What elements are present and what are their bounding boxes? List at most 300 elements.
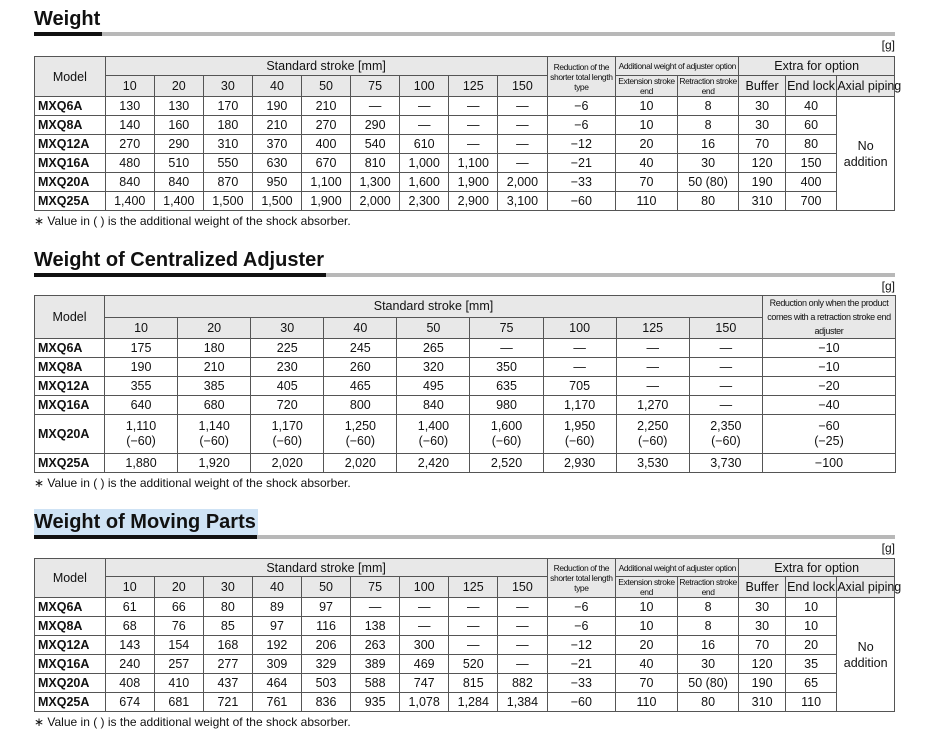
cell-line: 180 [203, 340, 225, 355]
weight-cell: — [400, 598, 449, 617]
cell-line: (−60) [418, 434, 449, 448]
reduction-cell: −12 [547, 636, 616, 655]
table-row [35, 377, 896, 396]
reduction-cell: −33 [547, 674, 616, 693]
col-adjuster-group: Additional weight of adjuster option [616, 559, 739, 577]
unit-label: [g] [881, 541, 895, 555]
central-section [34, 247, 895, 490]
model-cell: MXQ12A [35, 377, 105, 396]
table-row [35, 693, 895, 712]
col-stroke-40: 40 [252, 76, 301, 97]
col-stroke-40: 40 [324, 317, 397, 339]
weight-cell [178, 358, 251, 377]
weight-cell: 170 [203, 97, 252, 116]
weight-cell: 815 [449, 674, 498, 693]
lock-cell: 20 [785, 636, 837, 655]
cell-line: 2,420 [417, 455, 450, 470]
weight-cell: 1,400 [105, 192, 154, 211]
reduction-cell: −60 [547, 192, 616, 211]
weight-cell: 510 [154, 154, 203, 173]
cell-line: 2,930 [563, 455, 596, 470]
cell-line: 225 [276, 340, 298, 355]
col-end-lock: End lock [785, 76, 837, 97]
col-stroke-50: 50 [397, 317, 470, 339]
weight-cell: 540 [351, 135, 400, 154]
weight-cell: 329 [302, 655, 351, 674]
weight-cell [470, 415, 543, 454]
weight-cell [616, 454, 689, 473]
weight-cell: 290 [154, 135, 203, 154]
weight-cell [616, 377, 689, 396]
axial-piping-cell: No addition [837, 598, 895, 712]
weight-cell: 310 [203, 135, 252, 154]
weight-cell: 1,000 [400, 154, 449, 173]
weight-cell: 935 [351, 693, 400, 712]
table-row [35, 154, 895, 173]
weight-cell: — [449, 636, 498, 655]
weight-cell: 143 [105, 636, 154, 655]
weight-cell [543, 396, 616, 415]
weight-cell: 882 [498, 674, 547, 693]
col-stroke-150: 150 [498, 577, 547, 598]
cell-line: −100 [814, 455, 844, 470]
weight-cell: 1,100 [449, 154, 498, 173]
cell-line: 350 [496, 359, 517, 374]
cell-line: −20 [818, 378, 840, 393]
cell-line: (−60) [345, 434, 376, 448]
col-stroke-125: 125 [449, 76, 498, 97]
col-extra-group: Extra for option [739, 559, 895, 577]
weight-cell [616, 415, 689, 454]
col-stroke-75: 75 [351, 577, 400, 598]
weight-cell: 206 [302, 636, 351, 655]
reduction-cell: −6 [547, 116, 616, 135]
cell-line: 2,020 [344, 455, 376, 470]
title-rule-light [102, 32, 895, 36]
reduction-cell: −6 [547, 617, 616, 636]
weight-cell: — [400, 617, 449, 636]
lock-cell: 35 [785, 655, 837, 674]
weight-cell: 1,400 [154, 192, 203, 211]
reduction-cell [762, 396, 895, 415]
ret-cell: 8 [677, 617, 739, 636]
reduction-cell: −12 [547, 135, 616, 154]
reduction-cell [762, 377, 895, 396]
weight-cell: 130 [154, 97, 203, 116]
model-cell: MXQ16A [35, 396, 105, 415]
weight-cell [689, 396, 762, 415]
weight-cell [689, 454, 762, 473]
ret-cell: 80 [677, 693, 739, 712]
col-stroke-20: 20 [178, 317, 251, 339]
weight-cell [178, 415, 251, 454]
ret-cell: 16 [677, 636, 739, 655]
weight-cell: — [449, 135, 498, 154]
weight-cell: 168 [203, 636, 252, 655]
cell-line: 635 [496, 378, 517, 393]
title-rule-light [257, 535, 895, 539]
cell-line: (−60) [491, 434, 522, 448]
weight-cell: 263 [351, 636, 400, 655]
cell-line: — [573, 340, 586, 355]
weight-cell [397, 454, 470, 473]
cell-line: 3,730 [710, 455, 742, 470]
weight-cell: 950 [252, 173, 301, 192]
cell-line: (−60) [637, 434, 668, 448]
weight-cell: — [449, 116, 498, 135]
weight-cell: — [498, 135, 547, 154]
ret-cell: 50 (80) [677, 674, 739, 693]
buffer-cell: 70 [739, 135, 785, 154]
ret-cell: 8 [677, 598, 739, 617]
cell-line: (−60) [272, 434, 302, 448]
cell-line: — [719, 340, 733, 355]
cell-line: 1,600 [490, 419, 523, 433]
ext-cell: 110 [616, 192, 678, 211]
section-title-weight: Weight [34, 8, 101, 30]
model-cell: MXQ20A [35, 173, 106, 192]
weight-cell [105, 339, 178, 358]
weight-cell: — [449, 97, 498, 116]
weight-cell: 270 [302, 116, 351, 135]
cell-line: −10 [818, 359, 840, 374]
ret-cell: 30 [677, 655, 739, 674]
cell-line: — [573, 359, 586, 374]
model-cell: MXQ25A [35, 192, 106, 211]
table-row [35, 415, 896, 454]
section-title-moving: Weight of Moving Parts [34, 511, 256, 533]
weight-cell [543, 339, 616, 358]
weight-cell [397, 339, 470, 358]
weight-cell: 761 [252, 693, 301, 712]
cell-line: (−60) [126, 434, 156, 448]
cell-line: 2,250 [637, 419, 669, 433]
model-cell: MXQ20A [35, 674, 106, 693]
cell-line: 2,520 [490, 455, 523, 470]
cell-line: 840 [422, 397, 444, 412]
reduction-cell [762, 454, 895, 473]
reduction-cell: −6 [547, 598, 616, 617]
col-stroke-150: 150 [689, 317, 762, 339]
unit-label: [g] [881, 38, 895, 52]
ext-cell: 20 [616, 135, 678, 154]
ret-cell: 8 [677, 97, 739, 116]
weight-cell [105, 415, 178, 454]
footnote: ∗ Value in ( ) is the additional weight of the shock absorber. [34, 715, 351, 729]
weight-cell: — [498, 154, 547, 173]
weight-cell: 61 [105, 598, 154, 617]
reduction-cell [762, 358, 895, 377]
col-end-lock: End lock [785, 577, 837, 598]
col-stroke-20: 20 [154, 76, 203, 97]
weight-cell [324, 377, 397, 396]
col-buffer: Buffer [739, 577, 785, 598]
weight-cell [324, 454, 397, 473]
weight-cell: 277 [203, 655, 252, 674]
weight-cell: 116 [302, 617, 351, 636]
table-row [35, 339, 896, 358]
weight-cell: 670 [302, 154, 351, 173]
weight-cell: 810 [351, 154, 400, 173]
weight-cell: — [351, 598, 400, 617]
weight-cell: — [351, 97, 400, 116]
model-cell: MXQ16A [35, 655, 106, 674]
title-rule [34, 273, 326, 277]
col-axial-piping: Axial piping [837, 76, 895, 97]
cell-line: 2,350 [710, 419, 742, 433]
weight-cell: 840 [105, 173, 154, 192]
weight-cell [178, 377, 251, 396]
weight-cell [397, 396, 470, 415]
col-stroke-125: 125 [616, 317, 689, 339]
weight-cell: 1,078 [400, 693, 449, 712]
ret-cell: 30 [677, 154, 739, 173]
weight-cell [689, 377, 762, 396]
lock-cell: 10 [785, 617, 837, 636]
table-row [35, 636, 895, 655]
weight-cell [397, 377, 470, 396]
weight-cell: 154 [154, 636, 203, 655]
cell-line: 230 [276, 359, 298, 374]
weight-cell: 66 [154, 598, 203, 617]
weight-cell [470, 454, 543, 473]
weight-cell: 870 [203, 173, 252, 192]
weight-cell: 836 [302, 693, 351, 712]
weight-cell: 3,100 [498, 192, 547, 211]
weight-cell: — [498, 636, 547, 655]
weight-cell [470, 339, 543, 358]
col-stroke-50: 50 [302, 577, 351, 598]
reduction-cell: −33 [547, 173, 616, 192]
col-stroke-75: 75 [351, 76, 400, 97]
ext-cell: 110 [616, 693, 678, 712]
buffer-cell: 30 [739, 617, 785, 636]
weight-cell: 480 [105, 154, 154, 173]
cell-line: — [719, 378, 733, 393]
weight-cell [543, 377, 616, 396]
col-reduction: Reduction of the shorter total length type [547, 57, 616, 97]
cell-line: 210 [203, 359, 225, 374]
cell-line: 385 [203, 378, 225, 393]
weight-cell: 1,384 [498, 693, 547, 712]
weight-table [34, 56, 902, 211]
weight-cell [105, 377, 178, 396]
col-stroke-10: 10 [105, 317, 178, 339]
weight-cell: 400 [302, 135, 351, 154]
cell-line: 720 [276, 397, 298, 412]
cell-line: 680 [203, 397, 225, 412]
weight-cell: 1,900 [449, 173, 498, 192]
weight-cell: 1,284 [449, 693, 498, 712]
weight-cell [543, 415, 616, 454]
reduction-cell: −60 [547, 693, 616, 712]
lock-cell: 700 [785, 192, 837, 211]
weight-cell: 210 [252, 116, 301, 135]
col-buffer: Buffer [739, 76, 785, 97]
weight-cell: 370 [252, 135, 301, 154]
moving-title-bar [34, 509, 895, 539]
weight-cell [324, 396, 397, 415]
weight-cell: 257 [154, 655, 203, 674]
cell-line: 1,170 [563, 397, 596, 412]
weight-cell: 190 [252, 97, 301, 116]
weight-cell: 681 [154, 693, 203, 712]
ext-cell: 10 [616, 617, 678, 636]
cell-line: 175 [130, 340, 152, 355]
weight-cell: 747 [400, 674, 449, 693]
cell-line: 320 [422, 359, 444, 374]
lock-cell: 80 [785, 135, 837, 154]
cell-line: — [500, 340, 513, 355]
table-row [35, 655, 895, 674]
weight-cell: 2,000 [498, 173, 547, 192]
col-model: Model [35, 559, 106, 598]
lock-cell: 65 [785, 674, 837, 693]
model-cell: MXQ25A [35, 693, 106, 712]
col-stroke-125: 125 [449, 577, 498, 598]
table-row [35, 598, 895, 617]
weight-cell [397, 358, 470, 377]
table-row [35, 116, 895, 135]
table-row [35, 674, 895, 693]
weight-cell: 192 [252, 636, 301, 655]
weight-cell: 2,300 [400, 192, 449, 211]
model-cell: MXQ8A [35, 116, 106, 135]
lock-cell: 60 [785, 116, 837, 135]
weight-cell: 2,900 [449, 192, 498, 211]
cell-line: 355 [130, 378, 152, 393]
weight-cell: — [449, 598, 498, 617]
cell-line: −40 [818, 397, 840, 412]
title-rule [34, 535, 257, 539]
weight-cell [470, 358, 543, 377]
weight-cell [616, 358, 689, 377]
table-row [35, 454, 896, 473]
weight-cell [251, 339, 324, 358]
col-ret-end: Retraction stroke end [677, 577, 739, 598]
cell-line: — [646, 359, 659, 374]
weight-cell [616, 339, 689, 358]
ext-cell: 10 [616, 598, 678, 617]
buffer-cell: 310 [739, 192, 785, 211]
col-extra-group: Extra for option [739, 57, 895, 76]
cell-line: (−60) [564, 434, 595, 448]
lock-cell: 110 [785, 693, 837, 712]
weight-cell: 2,000 [351, 192, 400, 211]
weight-title-bar [34, 6, 895, 36]
cell-line: (−60) [711, 434, 741, 448]
table-row [35, 192, 895, 211]
weight-cell: 309 [252, 655, 301, 674]
cell-line: — [719, 397, 733, 412]
cell-line: 1,400 [417, 419, 450, 433]
cell-line: 3,530 [637, 455, 669, 470]
weight-cell: 1,500 [203, 192, 252, 211]
col-axial-piping: Axial piping [837, 577, 895, 598]
weight-cell [324, 339, 397, 358]
col-stroke-group: Standard stroke [mm] [105, 57, 547, 76]
weight-cell: 180 [203, 116, 252, 135]
col-stroke-50: 50 [302, 76, 351, 97]
cell-line: 1,920 [198, 455, 230, 470]
cell-line: (−60) [199, 434, 229, 448]
cell-line: 1,270 [637, 397, 669, 412]
cell-line: 1,250 [344, 419, 376, 433]
footnote: ∗ Value in ( ) is the additional weight of the shock absorber. [34, 476, 351, 490]
weight-cell: 520 [449, 655, 498, 674]
col-stroke-30: 30 [203, 577, 252, 598]
table-row [35, 358, 896, 377]
footnote: ∗ Value in ( ) is the additional weight of the shock absorber. [34, 214, 351, 228]
model-cell: MXQ12A [35, 636, 106, 655]
cell-line: 1,110 [125, 419, 157, 433]
weight-cell: 1,900 [302, 192, 351, 211]
weight-cell: 588 [351, 674, 400, 693]
weight-cell: 674 [105, 693, 154, 712]
ext-cell: 70 [616, 173, 678, 192]
weight-cell: 469 [400, 655, 449, 674]
col-stroke-100: 100 [400, 76, 449, 97]
buffer-cell: 190 [739, 173, 785, 192]
weight-cell [543, 454, 616, 473]
weight-cell: 210 [302, 97, 351, 116]
col-stroke-40: 40 [252, 577, 301, 598]
cell-line: 800 [349, 397, 371, 412]
reduction-cell [762, 415, 895, 454]
ext-cell: 40 [616, 655, 678, 674]
weight-cell [251, 454, 324, 473]
cell-line: 495 [422, 378, 444, 393]
weight-cell [178, 454, 251, 473]
ext-cell: 20 [616, 636, 678, 655]
weight-cell: 138 [351, 617, 400, 636]
ext-cell: 70 [616, 674, 678, 693]
weight-cell: 721 [203, 693, 252, 712]
central-table [34, 295, 896, 473]
axial-piping-cell: No addition [837, 97, 895, 211]
cell-line: 980 [496, 397, 517, 412]
buffer-cell: 190 [739, 674, 785, 693]
moving-section [34, 509, 902, 729]
cell-line: — [646, 340, 659, 355]
cell-line: −60 [818, 419, 840, 433]
title-rule [34, 32, 102, 36]
cell-line: 705 [569, 378, 591, 393]
weight-cell: 85 [203, 617, 252, 636]
weight-cell: 408 [105, 674, 154, 693]
reduction-cell [762, 339, 895, 358]
model-cell: MXQ6A [35, 598, 106, 617]
weight-cell: 1,100 [302, 173, 351, 192]
central-title-bar [34, 247, 895, 277]
reduction-cell: −21 [547, 655, 616, 674]
weight-cell [689, 339, 762, 358]
cell-line: 1,140 [198, 419, 230, 433]
weight-cell: 97 [252, 617, 301, 636]
reduction-cell: −21 [547, 154, 616, 173]
col-reduction: Reduction only when the product comes with a retraction stroke end adjuster [762, 296, 895, 339]
lock-cell: 400 [785, 173, 837, 192]
model-cell: MXQ12A [35, 135, 106, 154]
model-cell: MXQ6A [35, 97, 106, 116]
weight-cell: — [449, 617, 498, 636]
col-stroke-150: 150 [498, 76, 547, 97]
weight-cell [105, 358, 178, 377]
cell-line: 260 [349, 359, 371, 374]
section-title-central: Weight of Centralized Adjuster [34, 249, 325, 271]
weight-cell: 389 [351, 655, 400, 674]
ext-cell: 10 [616, 97, 678, 116]
